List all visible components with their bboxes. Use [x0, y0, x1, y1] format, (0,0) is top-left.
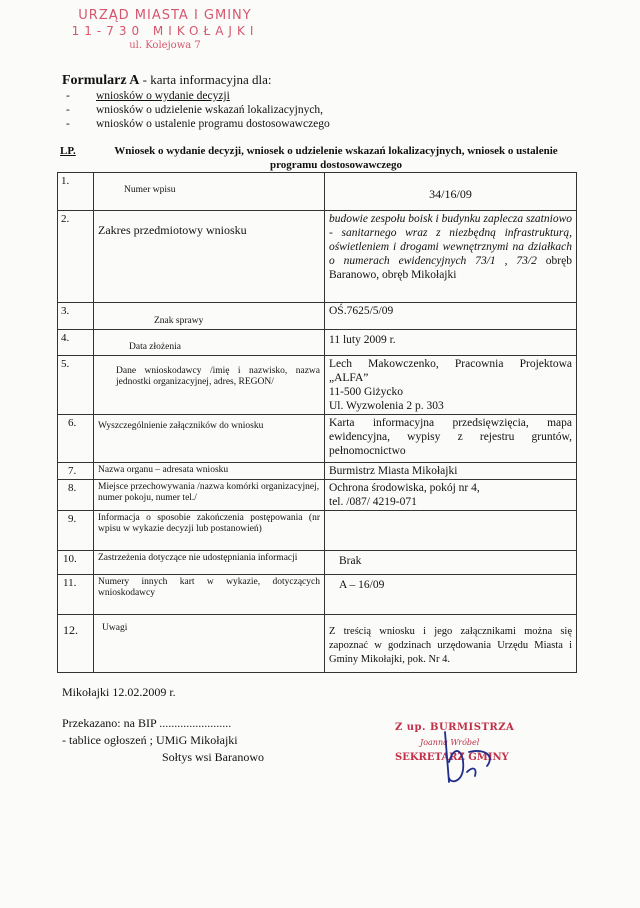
bullet-item: - wniosków o wydanie decyzji	[66, 90, 230, 102]
table-row	[58, 211, 577, 303]
row-number: 9.	[58, 511, 94, 551]
row-value: Karta informacyjna przedsięwzięcia, mapa ewidencyjna, wypisy z rejestru gruntów, pełnomocnictwo	[325, 415, 577, 463]
bullet-text: wniosków o wydanie decyzji	[96, 90, 230, 102]
row-label: Data złożenia	[94, 330, 325, 356]
row-value-italic: budowie zespołu boisk i budynku zaplecza szatniowo - sanitarnego wraz z niezbędną infrastrukturą, oświetleniem i drogami wewnętrznymi na działkach o numerach ewidencyjnych 73/1 , 73/2	[329, 213, 572, 267]
form-title-rest: - karta informacyjna dla:	[139, 72, 272, 87]
row-label: Uwagi	[94, 615, 325, 673]
row-number: 5.	[58, 356, 94, 415]
table-row	[58, 511, 577, 551]
value-line: tel. /087/ 4219-071	[329, 496, 417, 508]
heading-text: Wniosek o wydanie decyzji, wniosek o udzielenie wskazań lokalizacyjnych, wniosek o ustalenie programu dostosowawczego	[114, 145, 558, 171]
office-stamp	[70, 8, 260, 51]
handed-line-2: - tablice ogłoszeń ; UMiG Mikołajki	[62, 733, 238, 747]
form-title	[62, 72, 271, 89]
stamp-line-1: URZĄD MIASTA I GMINY	[78, 8, 252, 23]
row-number: 11.	[58, 575, 94, 615]
form-title-bold: Formularz A	[62, 73, 140, 88]
row-label: Dane wnioskodawcy /imię i nazwisko, nazwa jednostki organizacyjnej, adres, REGON/	[94, 356, 325, 415]
form-bullets	[66, 89, 330, 131]
row-number: 3.	[58, 303, 94, 330]
stamp-line-2: 11-730 MIKOŁAJKI	[71, 24, 259, 38]
row-value	[325, 356, 577, 415]
row-label: Nazwa organu – adresata wniosku	[94, 463, 325, 480]
row-value: Burmistrz Miasta Mikołajki	[325, 463, 577, 480]
row-number: 1.	[58, 173, 94, 211]
row-value	[325, 211, 577, 303]
stamp-line-3: ul. Kolejowa 7	[129, 40, 201, 51]
handwritten-signature	[425, 722, 515, 792]
value-line: Ul. Wyzwolenia 2 p. 303	[329, 400, 444, 412]
row-value: A – 16/09	[325, 575, 577, 615]
table-row	[58, 303, 577, 330]
row-number: 10.	[58, 551, 94, 575]
row-label: Numery innych kart w wykazie, dotyczących wnioskodawcy	[94, 575, 325, 615]
row-value	[325, 511, 577, 551]
row-label: Zastrzeżenia dotyczące nie udostępniania informacji	[94, 551, 325, 575]
bullet-item: - wniosków o ustalenie programu dostosowawczego	[66, 118, 330, 130]
bullet-item: - wniosków o udzielenie wskazań lokalizacyjnych,	[66, 104, 324, 116]
row-label: Znak sprawy	[94, 303, 325, 330]
value-line: Ochrona środowiska, pokój nr 4,	[329, 482, 480, 494]
table-row	[58, 173, 577, 211]
handed-line-1: Przekazano: na BIP ........................	[62, 716, 232, 730]
bullet-text: wniosków o ustalenie programu dostosowawczego	[96, 118, 330, 130]
row-label: Informacja o sposobie zakończenia postępowania (nr wpisu w wykazie decyzji lub postanowień)	[94, 511, 325, 551]
table-row	[58, 356, 577, 415]
row-number: 8.	[58, 480, 94, 511]
row-value-rest: obręb Baranowo, obręb Mikołajki	[329, 255, 572, 281]
table-row	[58, 463, 577, 480]
row-label: Zakres przedmiotowy wniosku	[94, 211, 325, 303]
value-line: Lech Makowczenko, Pracownia Projektowa „ALFA”	[329, 358, 572, 384]
table-row	[58, 330, 577, 356]
row-label: Numer wpisu	[94, 173, 325, 211]
row-number: 7.	[58, 463, 94, 480]
row-label: Miejsce przechowywania /nazwa komórki organizacyjnej, numer pokoju, numer tel./	[94, 480, 325, 511]
bullet-text: wniosków o udzielenie wskazań lokalizacyjnych,	[96, 104, 324, 116]
signature-line-1: Z up. BURMISTRZA	[395, 722, 515, 733]
place-date: Mikołajki 12.02.2009 r.	[62, 685, 176, 699]
signature-line-2: Joanna Wróbel	[420, 738, 480, 747]
table-row	[58, 480, 577, 511]
table-row	[58, 575, 577, 615]
row-number: 12.	[58, 615, 94, 673]
table-heading	[60, 144, 580, 172]
row-label: Wyszczególnienie załączników do wniosku	[94, 415, 325, 463]
table-row	[58, 415, 577, 463]
row-value: Brak	[325, 551, 577, 575]
row-value: Z treścią wniosku i jego załącznikami można się zapoznać w godzinach urzędowania Urzędu Miasta i Gminy Mikołajki, pok. Nr 4.	[325, 615, 577, 673]
row-number: 6.	[58, 415, 94, 463]
table-row	[58, 615, 577, 673]
heading-lp: LP.	[60, 145, 76, 157]
info-table	[57, 172, 577, 673]
row-number: 4.	[58, 330, 94, 356]
row-value: OŚ.7625/5/09	[325, 303, 577, 330]
row-value	[325, 480, 577, 511]
value-line: 11-500 Giżycko	[329, 386, 403, 398]
table-row	[58, 551, 577, 575]
row-value: 11 luty 2009 r.	[325, 330, 577, 356]
row-number: 2.	[58, 211, 94, 303]
signature-line-3: SEKRETARZ GMINY	[395, 752, 509, 763]
row-value: 34/16/09	[325, 173, 577, 211]
handed-line-3: Sołtys wsi Baranowo	[162, 750, 264, 764]
